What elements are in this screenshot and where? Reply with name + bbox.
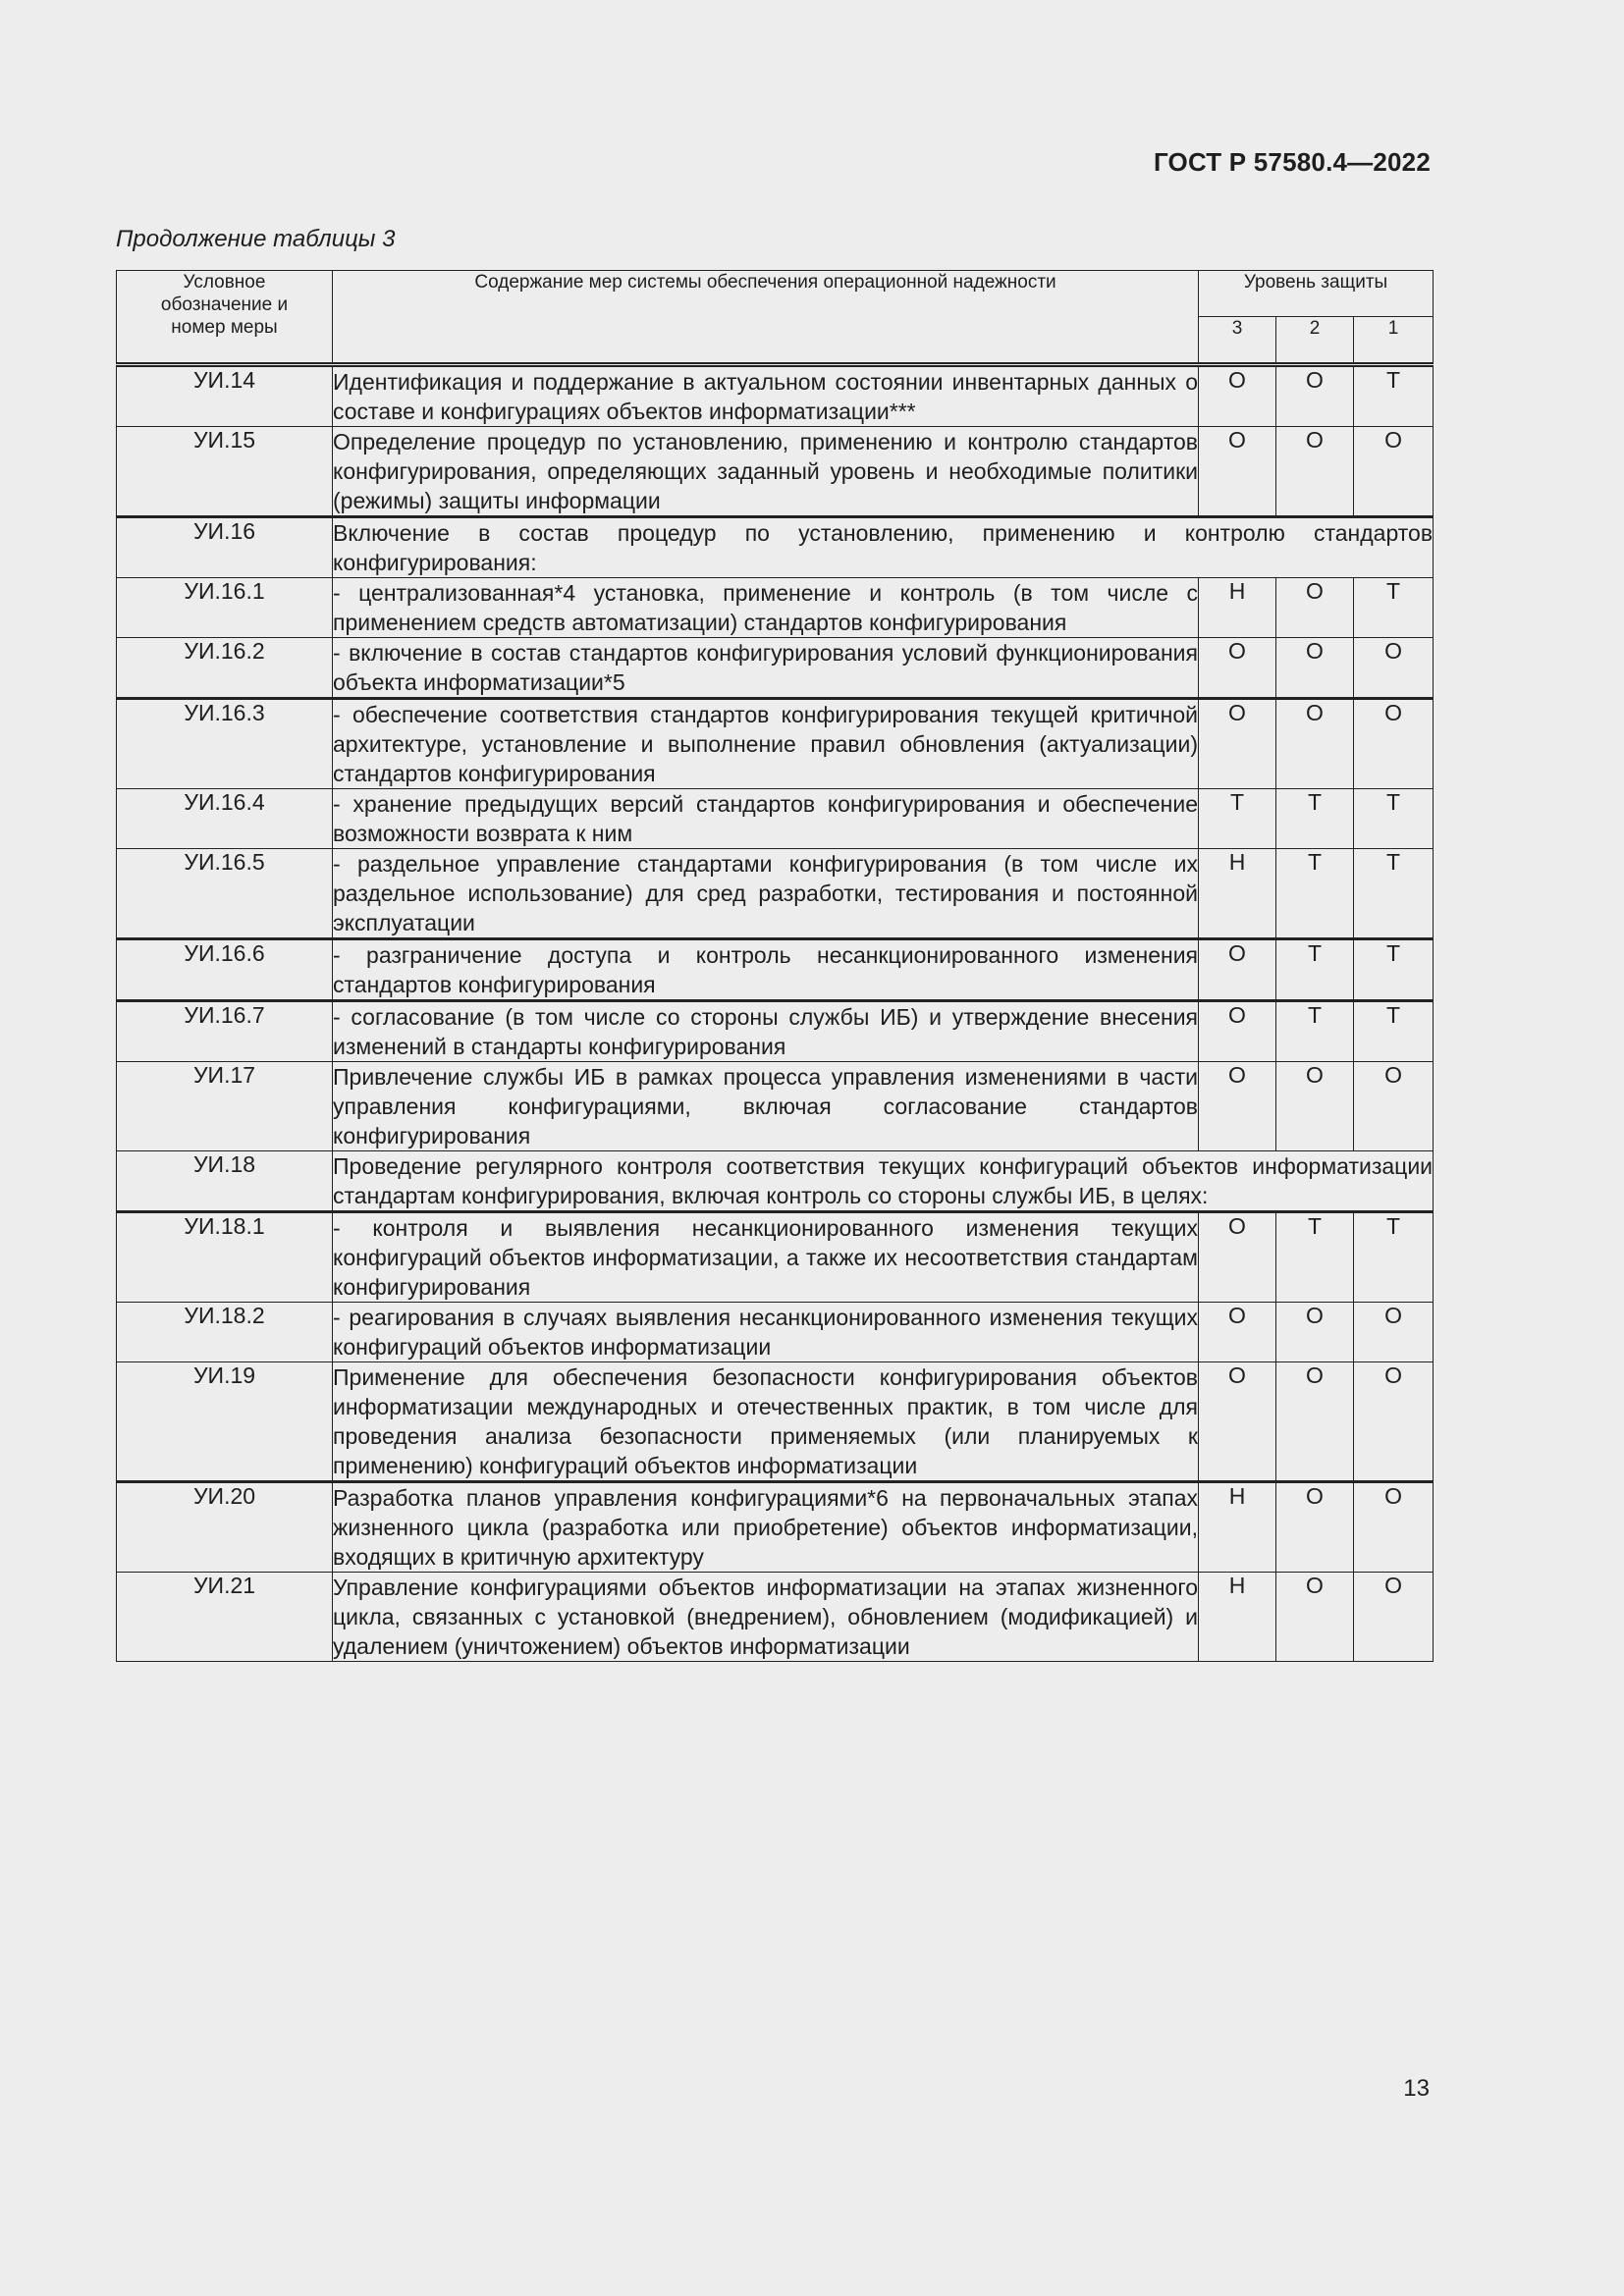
level-1-value: О — [1354, 699, 1434, 789]
table-row — [117, 638, 1434, 699]
measure-code: УИ.16.4 — [117, 789, 333, 849]
measure-text: Идентификация и поддержание в актуальном состоянии инвентарных данных о составе и конфигурациях объектов информатизации*** — [333, 365, 1199, 427]
level-2-value: О — [1276, 699, 1354, 789]
measure-code: УИ.15 — [117, 427, 333, 517]
measure-code: УИ.16.5 — [117, 849, 333, 939]
level-1-value: Т — [1354, 849, 1434, 939]
measure-text: - контроля и выявления несанкционированного изменения текущих конфигураций объектов информатизации, а также их несоответствия стандартам конфигурирования — [333, 1212, 1199, 1303]
level-3-value: О — [1199, 365, 1276, 427]
measure-text: Разработка планов управления конфигурациями*6 на первоначальных этапах жизненного цикла (разработка или приобретение) объектов информатизации, входящих в критичную архитектуру — [333, 1482, 1199, 1573]
header-level-3: 3 — [1199, 317, 1276, 365]
level-2-value: О — [1276, 1482, 1354, 1573]
level-2-value: О — [1276, 638, 1354, 699]
measure-code: УИ.20 — [117, 1482, 333, 1573]
level-1-value: Т — [1354, 365, 1434, 427]
measure-code: УИ.16 — [117, 517, 333, 578]
level-3-value: Н — [1199, 849, 1276, 939]
level-2-value: О — [1276, 365, 1354, 427]
measure-text: - разграничение доступа и контроль несанкционированного изменения стандартов конфигурирования — [333, 939, 1199, 1001]
header-level-2: 2 — [1276, 317, 1354, 365]
level-2-value: О — [1276, 1362, 1354, 1482]
measure-text: - раздельное управление стандартами конфигурирования (в том числе их раздельное использование) для сред разработки, тестирования и постоянной эксплуатации — [333, 849, 1199, 939]
measure-code: УИ.16.1 — [117, 578, 333, 638]
level-3-value: О — [1199, 1362, 1276, 1482]
table-row — [117, 849, 1434, 939]
level-1-value: Т — [1354, 789, 1434, 849]
measure-text: Управление конфигурациями объектов информатизации на этапах жизненного цикла, связанных с установкой (внедрением), обновлением (модификацией) и удалением (уничтожением) объектов информатизации — [333, 1573, 1199, 1662]
table-row — [117, 1303, 1434, 1362]
measure-text: - включение в состав стандартов конфигурирования условий функционирования объекта информатизации*5 — [333, 638, 1199, 699]
table-row — [117, 939, 1434, 1001]
measure-code: УИ.18 — [117, 1151, 333, 1212]
table-row — [117, 699, 1434, 789]
level-3-value: Н — [1199, 578, 1276, 638]
header-code: Условное обозначение и номер меры — [117, 271, 333, 365]
measure-text: - реагирования в случаях выявления несанкционированного изменения текущих конфигураций объектов информатизации — [333, 1303, 1199, 1362]
header-level-1: 1 — [1354, 317, 1434, 365]
measure-code: УИ.18.2 — [117, 1303, 333, 1362]
header-level: Уровень защиты — [1199, 271, 1434, 317]
header-content: Содержание мер системы обеспечения операционной надежности — [333, 271, 1199, 365]
measure-text: Привлечение службы ИБ в рамках процесса управления изменениями в части управления конфигурациями, включая согласование стандартов конфигурирования — [333, 1062, 1199, 1151]
table-row — [117, 517, 1434, 578]
measure-code: УИ.16.3 — [117, 699, 333, 789]
table-row — [117, 1573, 1434, 1662]
measure-code: УИ.19 — [117, 1362, 333, 1482]
level-1-value: О — [1354, 1062, 1434, 1151]
level-3-value: О — [1199, 699, 1276, 789]
measure-text: - хранение предыдущих версий стандартов конфигурирования и обеспечение возможности возврата к ним — [333, 789, 1199, 849]
level-2-value: Т — [1276, 939, 1354, 1001]
measure-code: УИ.16.2 — [117, 638, 333, 699]
measure-text: Включение в состав процедур по установлению, применению и контролю стандартов конфигурирования: — [333, 517, 1434, 578]
level-2-value: Т — [1276, 1001, 1354, 1062]
level-3-value: О — [1199, 1001, 1276, 1062]
level-3-value: О — [1199, 638, 1276, 699]
level-1-value: Т — [1354, 578, 1434, 638]
level-2-value: О — [1276, 427, 1354, 517]
level-1-value: О — [1354, 1573, 1434, 1662]
level-2-value: О — [1276, 1573, 1354, 1662]
level-1-value: О — [1354, 1482, 1434, 1573]
measure-code: УИ.16.7 — [117, 1001, 333, 1062]
table-row — [117, 1151, 1434, 1212]
level-3-value: О — [1199, 427, 1276, 517]
level-3-value: О — [1199, 1062, 1276, 1151]
standard-header: ГОСТ Р 57580.4—2022 — [1153, 147, 1431, 177]
level-3-value: Н — [1199, 1573, 1276, 1662]
table-row — [117, 427, 1434, 517]
level-3-value: Н — [1199, 1482, 1276, 1573]
table-caption: Продолжение таблицы 3 — [116, 226, 396, 252]
measure-text: Применение для обеспечения безопасности конфигурирования объектов информатизации международных и отечественных практик, в том числе для проведения анализа безопасности применяемых (или планируемых к применению) конфигураций объектов информатизации — [333, 1362, 1199, 1482]
measure-code: УИ.21 — [117, 1573, 333, 1662]
measure-text: Проведение регулярного контроля соответствия текущих конфигураций объектов информатизации стандартам конфигурирования, включая контроль со стороны службы ИБ, в целях: — [333, 1151, 1434, 1212]
measure-text: - согласование (в том числе со стороны службы ИБ) и утверждение внесения изменений в стандарты конфигурирования — [333, 1001, 1199, 1062]
level-1-value: О — [1354, 638, 1434, 699]
level-2-value: О — [1276, 1062, 1354, 1151]
table-row — [117, 1362, 1434, 1482]
measures-table — [116, 270, 1434, 1662]
level-1-value: О — [1354, 1303, 1434, 1362]
level-3-value: О — [1199, 1303, 1276, 1362]
measure-text: - обеспечение соответствия стандартов конфигурирования текущей критичной архитектуре, установление и выполнение правил обновления (актуализации) стандартов конфигурирования — [333, 699, 1199, 789]
measure-code: УИ.18.1 — [117, 1212, 333, 1303]
table-row — [117, 1482, 1434, 1573]
level-1-value: Т — [1354, 1212, 1434, 1303]
level-1-value: Т — [1354, 939, 1434, 1001]
level-2-value: О — [1276, 1303, 1354, 1362]
measure-code: УИ.17 — [117, 1062, 333, 1151]
table-row — [117, 578, 1434, 638]
table-row — [117, 1062, 1434, 1151]
level-3-value: О — [1199, 1212, 1276, 1303]
measure-code: УИ.16.6 — [117, 939, 333, 1001]
level-1-value: Т — [1354, 1001, 1434, 1062]
table-row — [117, 789, 1434, 849]
level-1-value: О — [1354, 1362, 1434, 1482]
level-3-value: Т — [1199, 789, 1276, 849]
measure-text: - централизованная*4 установка, применение и контроль (в том числе с применением средств автоматизации) стандартов конфигурирования — [333, 578, 1199, 638]
level-3-value: О — [1199, 939, 1276, 1001]
level-2-value: Т — [1276, 1212, 1354, 1303]
level-1-value: О — [1354, 427, 1434, 517]
page-number: 13 — [1403, 2075, 1430, 2102]
level-2-value: Т — [1276, 789, 1354, 849]
table-row — [117, 1212, 1434, 1303]
measure-text: Определение процедур по установлению, применению и контролю стандартов конфигурирования, определяющих заданный уровень и необходимые политики (режимы) защиты информации — [333, 427, 1199, 517]
table-row — [117, 365, 1434, 427]
table-row — [117, 1001, 1434, 1062]
level-2-value: О — [1276, 578, 1354, 638]
measure-code: УИ.14 — [117, 365, 333, 427]
level-2-value: Т — [1276, 849, 1354, 939]
